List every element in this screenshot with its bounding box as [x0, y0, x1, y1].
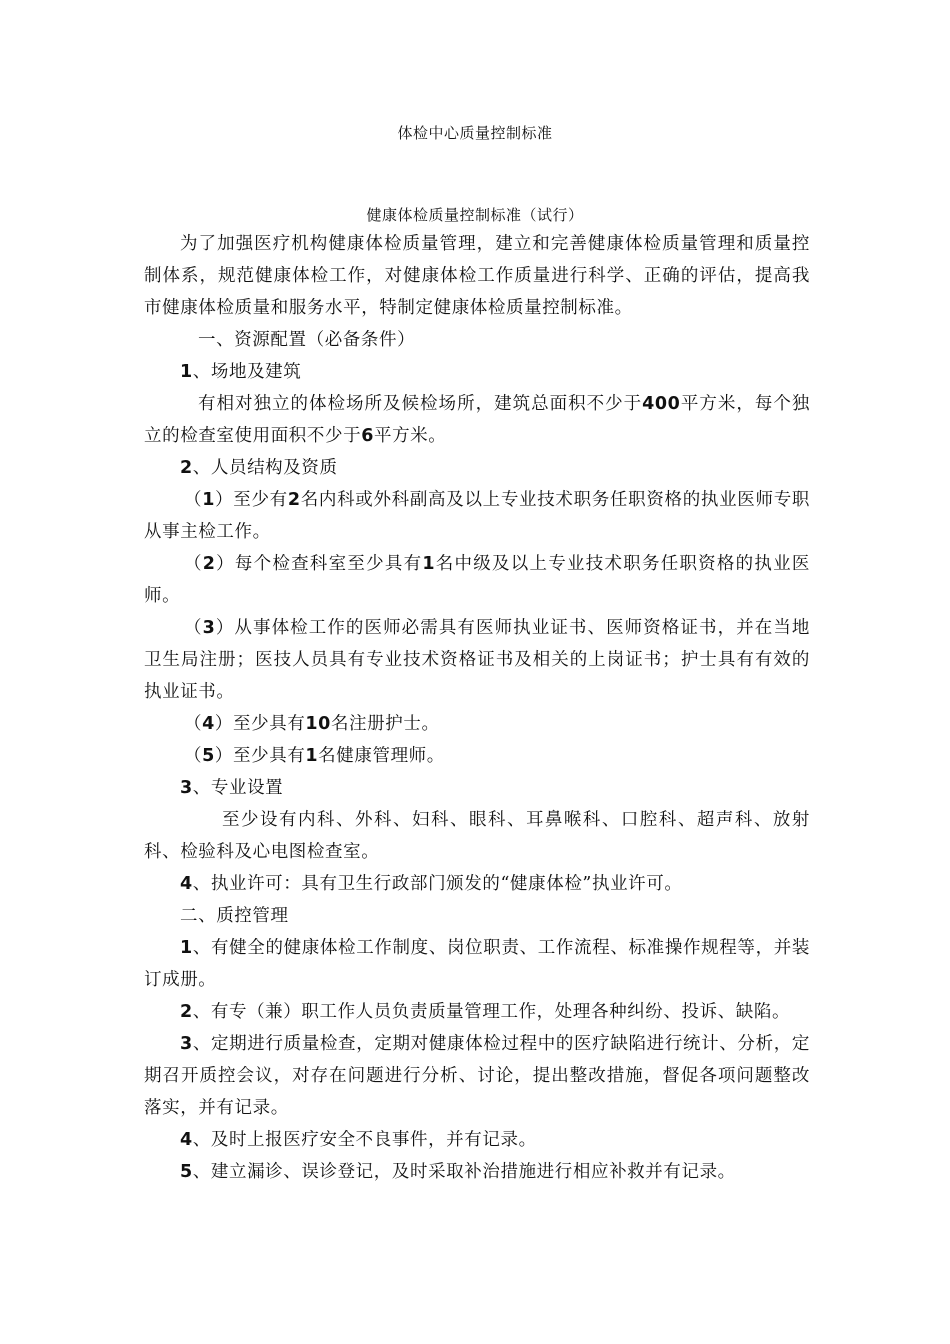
- document-title: 体检中心质量控制标准: [397, 124, 553, 142]
- item-number: 2: [180, 458, 193, 478]
- item-number: 2: [180, 1002, 193, 1022]
- item-number: 3: [180, 778, 193, 798]
- text-segment: ）至少具有: [214, 714, 306, 734]
- section2-item2: [144, 996, 810, 1028]
- document-body: [144, 228, 810, 1188]
- section2-item3: [144, 1028, 810, 1124]
- count-value: 10: [305, 714, 331, 734]
- item-number: 4: [180, 1130, 193, 1150]
- item-number: 5: [180, 1162, 193, 1182]
- text-segment: 、有健全的健康体检工作制度、岗位职责、工作流程、标准操作规程等，并装订成册。: [144, 938, 810, 990]
- section1-sub1: [144, 484, 810, 548]
- document-subtitle: 健康体检质量控制标准（试行）: [366, 206, 584, 224]
- section1-item2-heading: [144, 452, 810, 484]
- text-segment: 名中级及以上专业技术职务任职资格的执业医师。: [144, 554, 810, 606]
- sub-number: 4: [202, 714, 215, 734]
- text-segment: 、建立漏诊、误诊登记，及时采取补治措施进行相应补救并有记录。: [192, 1162, 736, 1182]
- room-area-value: 6: [361, 426, 374, 446]
- section1-item1-heading: [144, 356, 810, 388]
- text-segment: 名注册护士。: [330, 714, 440, 734]
- text-segment: ）至少具有: [214, 746, 306, 766]
- item-title: 、专业设置: [192, 778, 284, 798]
- section1-item4: [144, 868, 810, 900]
- text-segment: ）从事体检工作的医师必需具有医师执业证书、医师资格证书，并在当地卫生局注册；医技人员具有专业技术资格证书及相关的上岗证书；护士具有有效的执业证书。: [144, 618, 810, 702]
- section1-item1-paragraph: [144, 388, 810, 452]
- section1-sub5: [144, 740, 810, 772]
- item-number: 3: [180, 1034, 193, 1054]
- paren-open: （: [184, 490, 203, 510]
- count-value: 2: [287, 490, 301, 510]
- section1-heading: 一、资源配置（必备条件）: [198, 330, 416, 350]
- paren-open: （: [184, 618, 203, 638]
- text-segment: 有相对独立的体检场所及候检场所，建筑总面积不少于: [198, 394, 643, 414]
- count-value: 1: [305, 746, 319, 766]
- text-segment: 平方米。: [373, 426, 447, 446]
- text-segment: 、及时上报医疗安全不良事件，并有记录。: [192, 1130, 537, 1150]
- section1-sub2: [144, 548, 810, 612]
- text-segment: 平方米，每个独立的检查室使用面积不少于: [144, 394, 811, 446]
- area-value: 400: [642, 394, 681, 414]
- item-title: 、人员结构及资质: [192, 458, 338, 478]
- sub-number: 1: [202, 490, 215, 510]
- text-segment: ）至少有: [214, 490, 288, 510]
- text-segment: ）每个检查科室至少具有: [215, 554, 423, 574]
- text-segment: 名健康管理师。: [318, 746, 445, 766]
- sub-number: 2: [202, 554, 216, 574]
- text-segment: 、有专（兼）职工作人员负责质量管理工作，处理各种纠纷、投诉、缺陷。: [192, 1002, 791, 1022]
- paren-open: （: [184, 714, 203, 734]
- section1-sub4: [144, 708, 810, 740]
- section1-item3-heading: [144, 772, 810, 804]
- item-title: 、场地及建筑: [192, 362, 302, 382]
- text-segment: 名内科或外科副高及以上专业技术职务任职资格的执业医师专职从事主检工作。: [144, 490, 810, 542]
- section2-item5: [144, 1156, 810, 1188]
- paren-open: （: [184, 554, 203, 574]
- text-segment: 、定期进行质量检查，定期对健康体检过程中的医疗缺陷进行统计、分析，定期召开质控会议，对存在问题进行分析、讨论，提出整改措施，督促各项问题整改落实，并有记录。: [144, 1034, 810, 1118]
- section2-item4: [144, 1124, 810, 1156]
- section2-item1: [144, 932, 810, 996]
- item-number: 1: [180, 362, 193, 382]
- section1-sub3: [144, 612, 810, 708]
- text-segment: 、执业许可：具有卫生行政部门颁发的“健康体检”执业许可。: [192, 874, 683, 894]
- intro-paragraph: 为了加强医疗机构健康体检质量管理，建立和完善健康体检质量管理和质量控制体系，规范健康体检工作，对健康体检工作质量进行科学、正确的评估，提高我市健康体检质量和服务水平，特制定健康体检质量控制标准。: [144, 234, 810, 318]
- item-number: 1: [180, 938, 193, 958]
- sub-number: 3: [202, 618, 216, 638]
- sub-number: 5: [202, 746, 215, 766]
- section2-heading: 二、质控管理: [180, 906, 289, 926]
- section1-item3-paragraph: 至少设有内科、外科、妇科、眼科、耳鼻喉科、口腔科、超声科、放射科、检验科及心电图检查室。: [144, 810, 810, 862]
- count-value: 1: [422, 554, 436, 574]
- item-number: 4: [180, 874, 193, 894]
- paren-open: （: [184, 746, 203, 766]
